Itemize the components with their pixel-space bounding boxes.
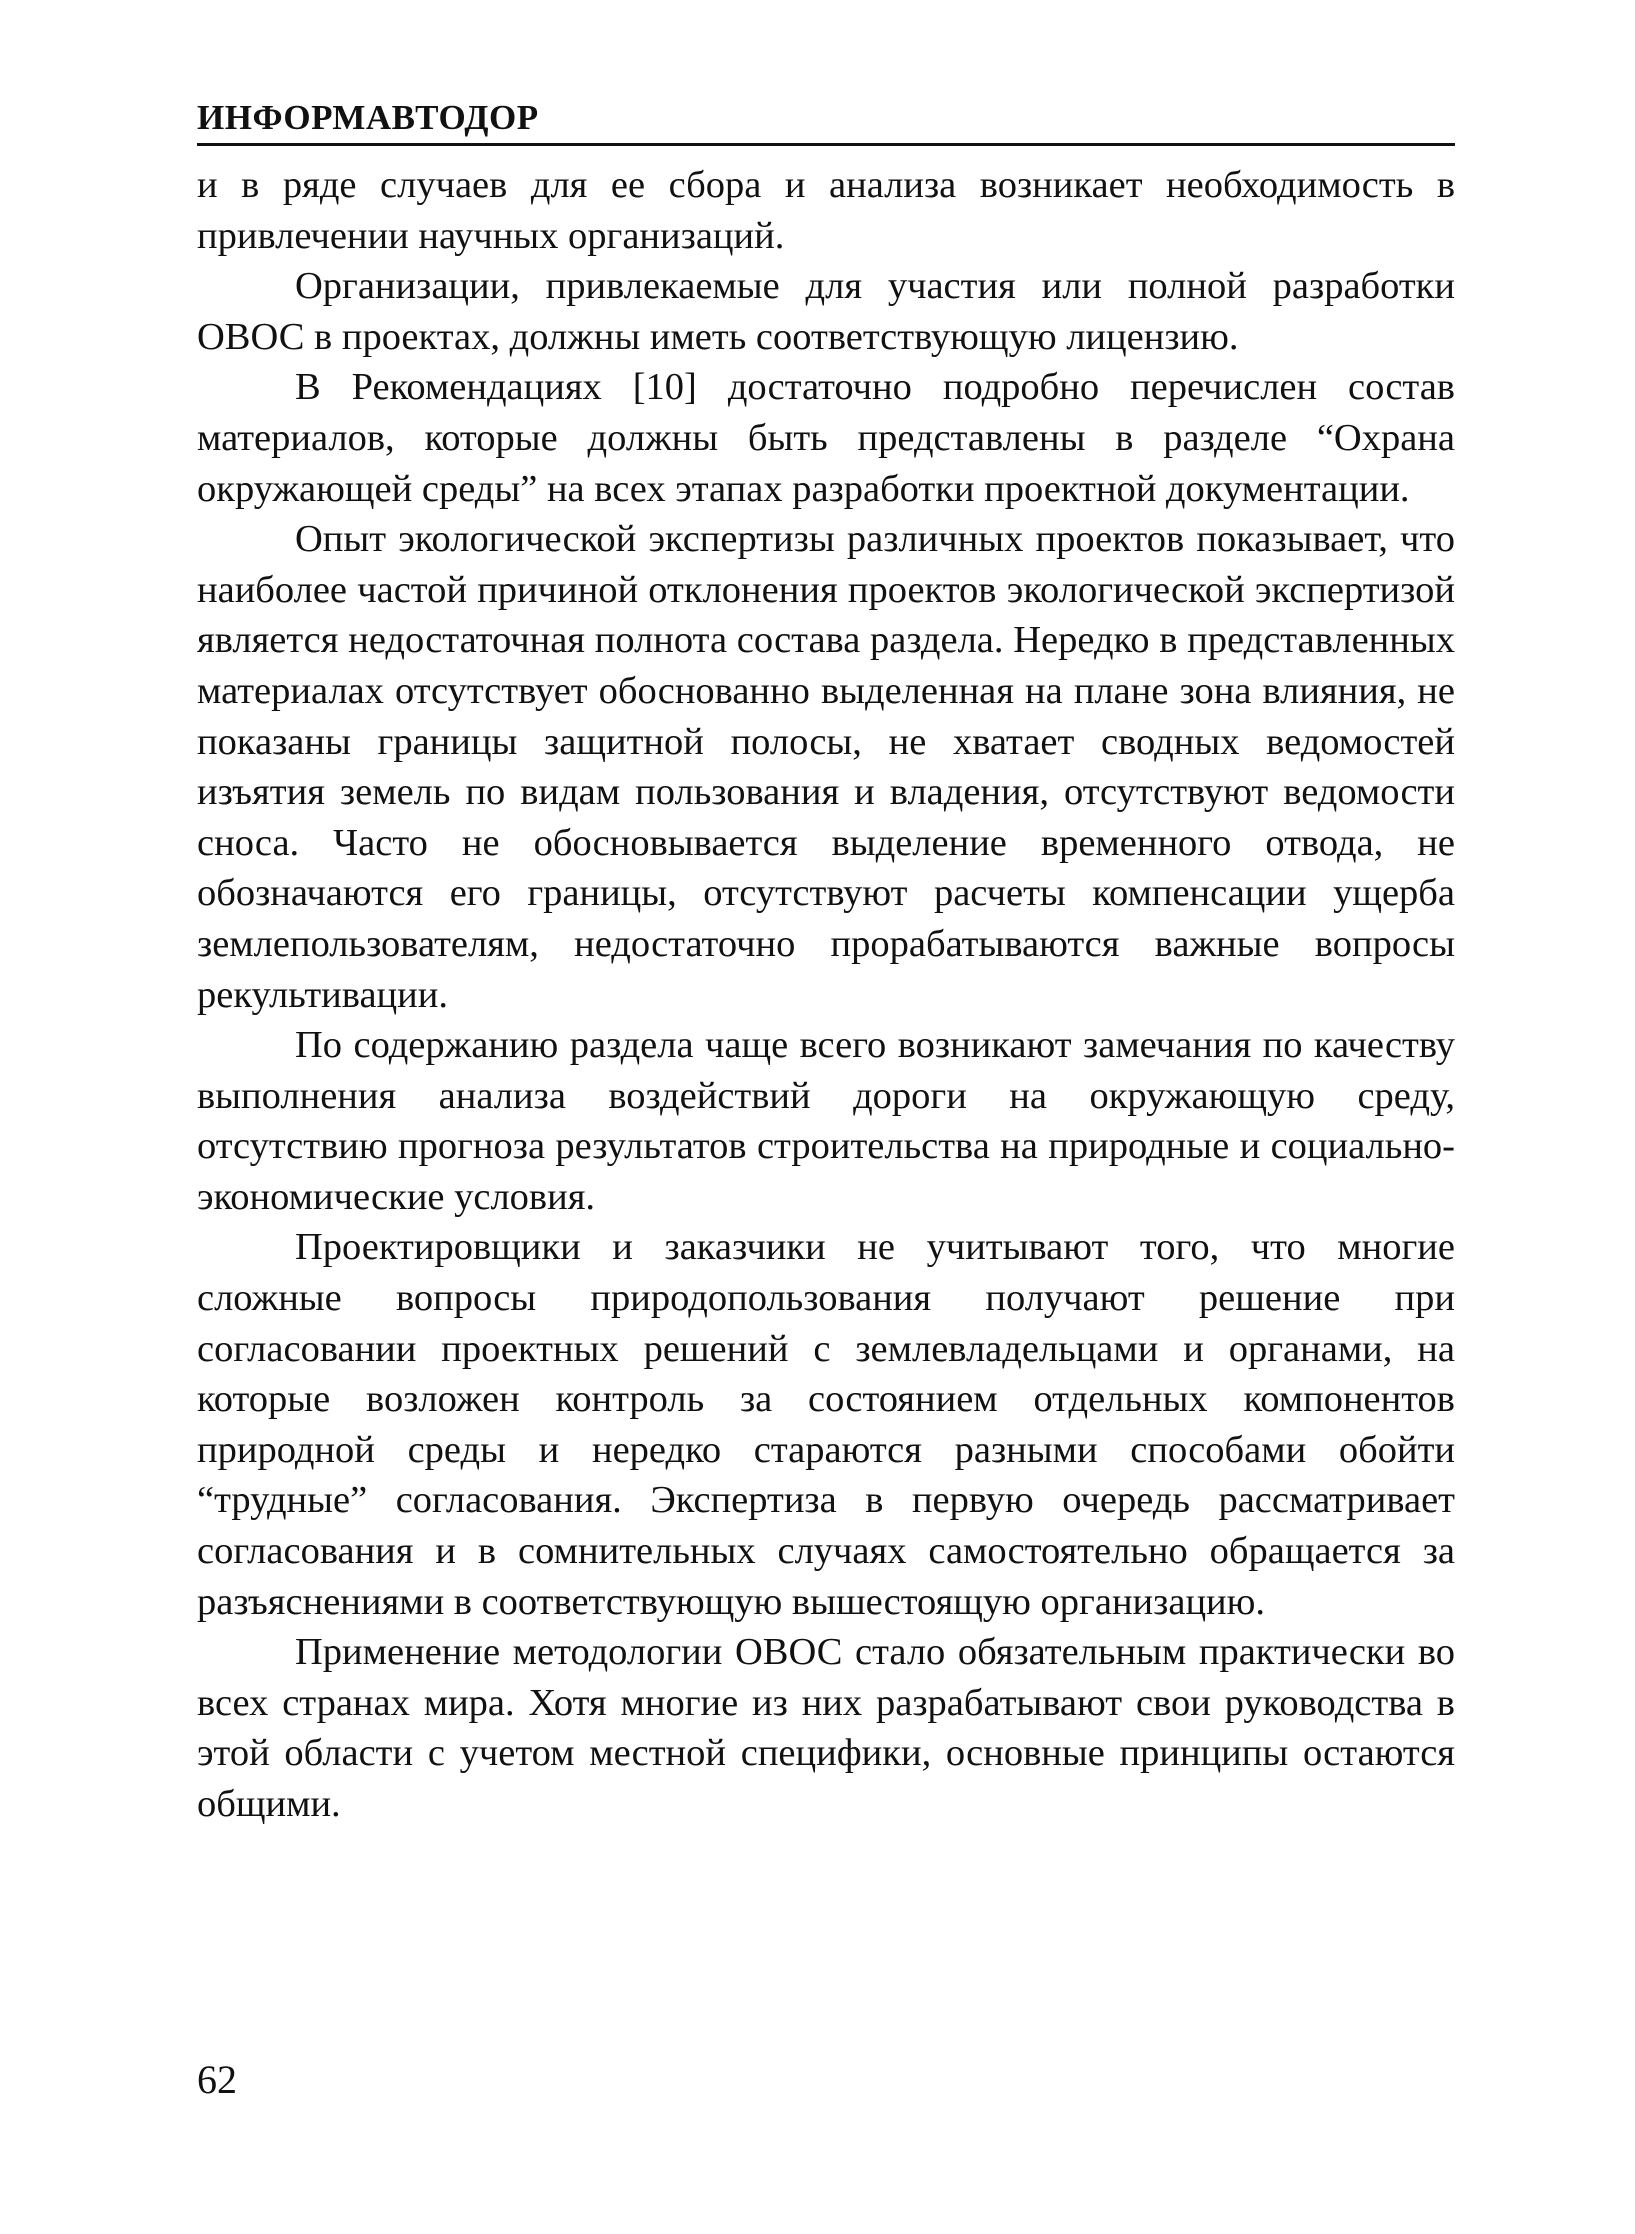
paragraph: Применение методологии ОВОС стало обязательным практически во всех странах мира. Хотя многие из них разрабатывают свои руководства в этой области с учетом местной специфики, основные принципы остаются общими. [197, 1631, 1455, 1825]
paragraph: Организации, привлекаемые для участия или полной разработки ОВОС в проектах, должны иметь соответствующую лицензию. [197, 265, 1455, 358]
paragraph: По содержанию раздела чаще всего возникают замечания по качеству выполнения анализа воздействий дороги на окружающую среду, отсутствию прогноза результатов строительства на природные и социально-экономические условия. [197, 1024, 1455, 1218]
page-number: 62 [197, 2057, 237, 2102]
paragraph: и в ряде случаев для ее сбора и анализа возникает необходимость в привлечении научных организаций. [197, 164, 1455, 257]
body-text [197, 160, 1455, 1830]
paragraph: Опыт экологической экспертизы различных проектов показывает, что наиболее частой причиной отклонения проектов экологической экспертизой является недостаточная полнота состава раздела. Нередко в представленных материалах отсутствует обоснованно выделенная на плане зона влияния, не показаны границы защитной полосы, не хватает сводных ведомостей изъятия земель по видам пользования и владения, отсутствуют ведомости сноса. Часто не обосновывается выделение временного отвода, не обозначаются его границы, отсутствуют расчеты компенсации ущерба землепользователям, недостаточно прорабатываются важные вопросы рекультивации. [197, 518, 1455, 1016]
document-page [197, 100, 1455, 1830]
paragraph: Проектировщики и заказчики не учитывают того, что многие сложные вопросы природопользования получают решение при согласовании проектных решений с землевладельцами и органами, на которые возложен контроль за состоянием отдельных компонентов природной среды и нередко стараются разными способами обойти “трудные” согласования. Экспертиза в первую очередь рассматривает согласования и в сомнительных случаях самостоятельно обращается за разъяснениями в соответствующую вышестоящую организацию. [197, 1226, 1455, 1623]
paragraph: В Рекомендациях [10] достаточно подробно перечислен состав материалов, которые должны быть представлены в разделе “Охрана окружающей среды” на всех этапах разработки проектной документации. [197, 366, 1455, 510]
running-header: ИНФОРМАВТОДОР [197, 100, 1455, 146]
